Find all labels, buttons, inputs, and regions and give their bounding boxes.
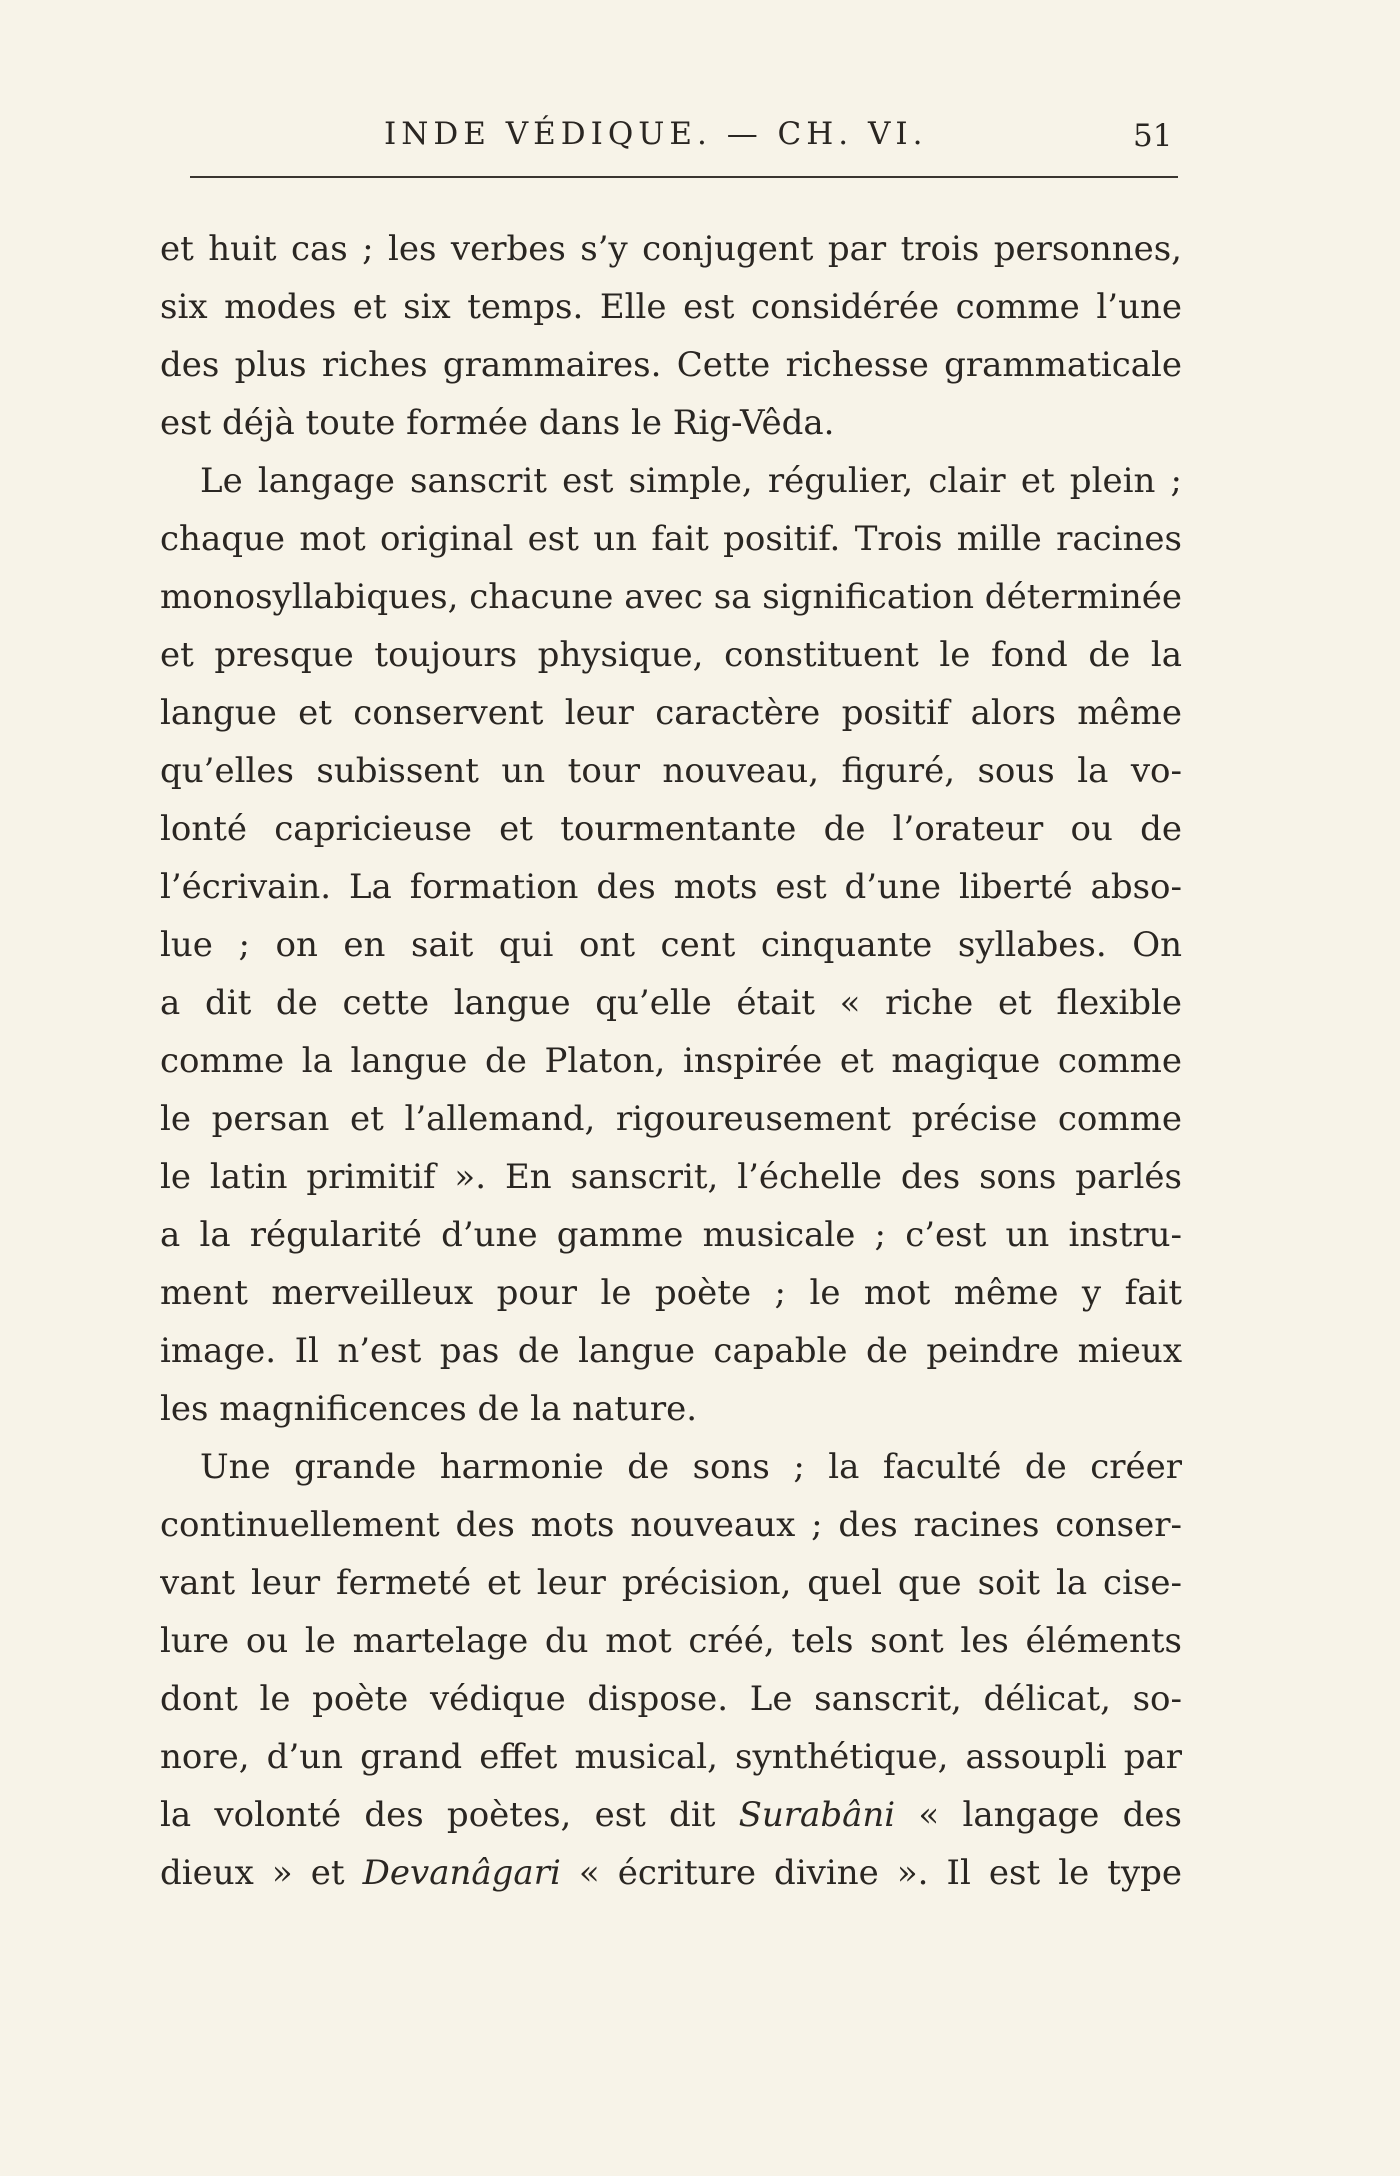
text-line: Une grande harmonie de sons ; la faculté de créer (200, 1447, 1182, 1487)
text-line: le latin primitif ». En sanscrit, l’échelle des sons parlés (160, 1157, 1182, 1197)
text-line: dont le poète védique dispose. Le sanscrit, délicat, so- (160, 1679, 1182, 1719)
header-rule (190, 176, 1178, 178)
text-line: les magnificences de la nature. (160, 1389, 698, 1429)
text-line: lure ou le martelage du mot créé, tels sont les éléments (160, 1621, 1182, 1661)
text-line: est déjà toute formée dans le Rig-Vêda. (160, 403, 835, 443)
text-line: monosyllabiques, chacune avec sa signification déterminée (160, 577, 1182, 617)
running-head (0, 114, 1400, 154)
text-line: qu’elles subissent un tour nouveau, figuré, sous la vo- (160, 751, 1182, 791)
text-line: chaque mot original est un fait positif. Trois mille racines (160, 519, 1182, 559)
text-line: et huit cas ; les verbes s’y conjugent par trois personnes, (160, 229, 1182, 269)
text-line: langue et conservent leur caractère positif alors même (160, 693, 1182, 733)
text-line: lonté capricieuse et tourmentante de l’orateur ou de (160, 809, 1182, 849)
text-line: le persan et l’allemand, rigoureusement précise comme (160, 1099, 1182, 1139)
text-line: continuellement des mots nouveaux ; des racines conser- (160, 1505, 1182, 1545)
italic-term-devanagari: Devanâgari (362, 1853, 561, 1893)
text-segment: la volonté des poètes, est dit (160, 1795, 739, 1835)
text-segment: « langage des (895, 1795, 1182, 1835)
text-line: a dit de cette langue qu’elle était « riche et flexible (160, 983, 1182, 1023)
text-line: six modes et six temps. Elle est considérée comme l’une (160, 287, 1182, 327)
text-line: lue ; on en sait qui ont cent cinquante syllabes. On (160, 925, 1182, 965)
text-line: l’écrivain. La formation des mots est d’une liberté abso- (160, 867, 1182, 907)
text-line: comme la langue de Platon, inspirée et magique comme (160, 1041, 1182, 1081)
text-line (160, 1844, 1182, 1902)
running-title: INDE VÉDIQUE. — CH. VI. (384, 116, 928, 152)
italic-term-surabani: Surabâni (738, 1795, 896, 1835)
body-text (160, 220, 1182, 1902)
text-line: image. Il n’est pas de langue capable de peindre mieux (160, 1331, 1182, 1371)
text-segment: « écriture divine ». Il est le type (560, 1853, 1182, 1893)
text-segment: dieux » et (160, 1853, 363, 1893)
text-line: ment merveilleux pour le poète ; le mot même y fait (160, 1273, 1182, 1313)
text-line: nore, d’un grand effet musical, synthétique, assoupli par (160, 1737, 1182, 1777)
text-line: des plus riches grammaires. Cette richesse grammaticale (160, 345, 1182, 385)
text-line: Le langage sanscrit est simple, régulier, clair et plein ; (200, 461, 1182, 501)
text-line (160, 1786, 1182, 1844)
text-line: et presque toujours physique, constituent le fond de la (160, 635, 1182, 675)
text-line: vant leur fermeté et leur précision, quel que soit la cise- (160, 1563, 1182, 1603)
page-number: 51 (1133, 118, 1173, 154)
text-line: a la régularité d’une gamme musicale ; c’est un instru- (160, 1215, 1182, 1255)
